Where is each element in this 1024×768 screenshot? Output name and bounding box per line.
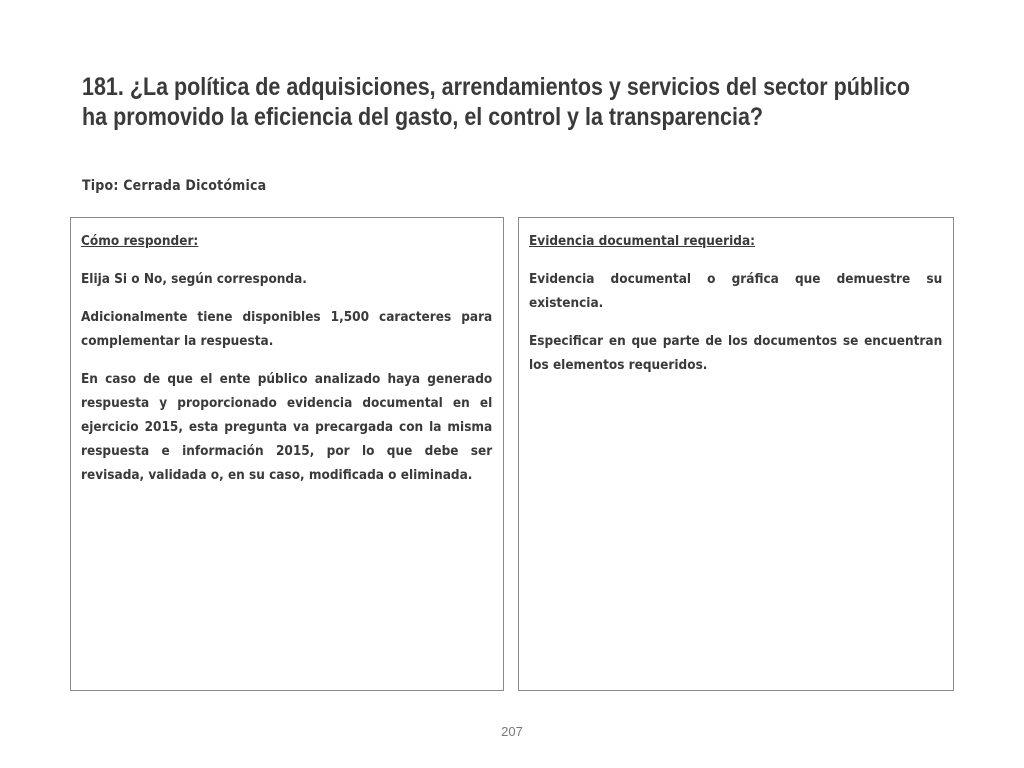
question-type: Tipo: Cerrada Dicotómica xyxy=(82,178,267,194)
required-evidence-paragraph: Evidencia documental o gráfica que demuestre su existencia. xyxy=(529,272,943,311)
page-title-line-1: 181. ¿La política de adquisiciones, arrendamientos y servicios del sector público xyxy=(82,73,911,101)
how-to-answer-panel xyxy=(70,217,504,691)
page-title xyxy=(82,72,911,132)
required-evidence-paragraph: Especificar en que parte de los documentos se encuentran los elementos requeridos. xyxy=(529,334,943,373)
how-to-answer-paragraph: Elija Si o No, según corresponda. xyxy=(81,272,307,287)
required-evidence-panel xyxy=(518,217,954,691)
how-to-answer-paragraph: En caso de que el ente público analizado haya generado respuesta y proporcionado evidencia documental en el ejercicio 2015, esta pregunta va precargada con la misma respuesta e información 2015, por lo que debe ser revisada, validada o, en su caso, modificada o eliminada. xyxy=(81,372,493,483)
page-number: 207 xyxy=(501,724,523,739)
required-evidence-heading: Evidencia documental requerida: xyxy=(529,234,756,249)
how-to-answer-paragraph: Adicionalmente tiene disponibles 1,500 caracteres para complementar la respuesta. xyxy=(81,310,493,349)
page-title-line-2: ha promovido la eficiencia del gasto, el control y la transparencia? xyxy=(82,103,764,131)
how-to-answer-heading: Cómo responder: xyxy=(81,234,199,249)
